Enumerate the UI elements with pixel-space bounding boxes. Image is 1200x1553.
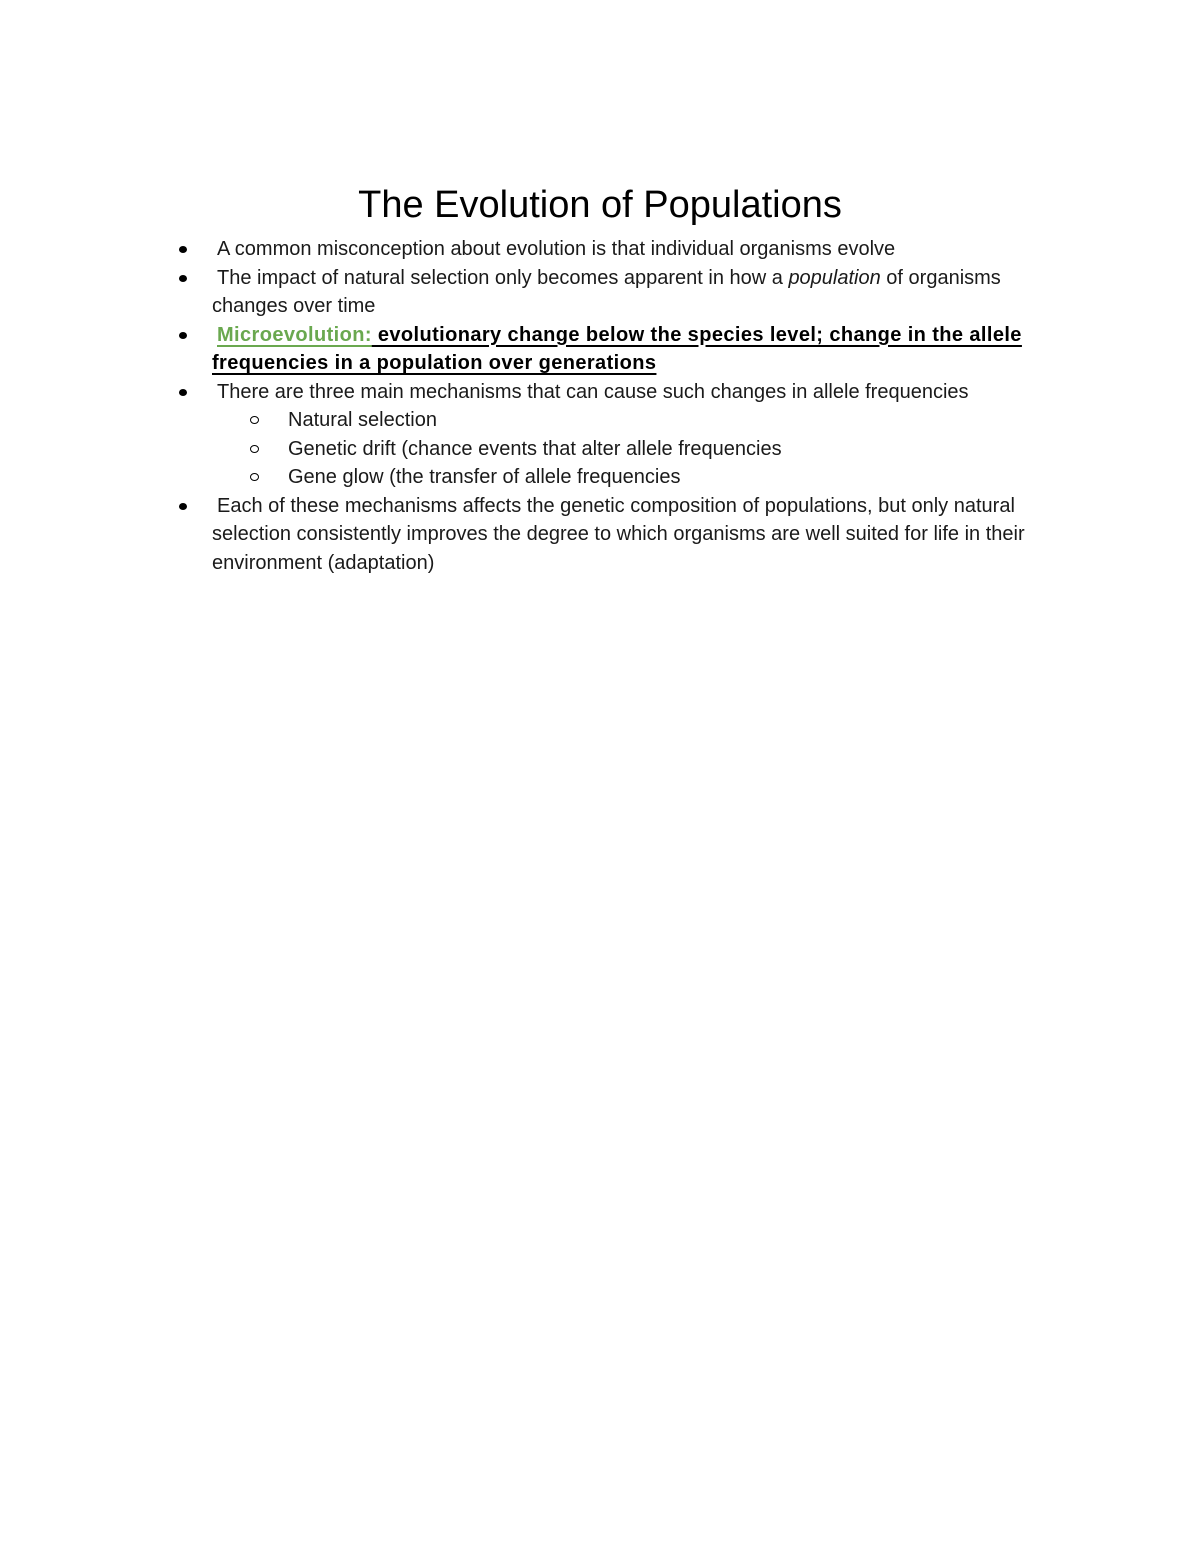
bullet-dot-icon	[179, 275, 187, 282]
bullet-text: There are three main mechanisms that can cause such changes in allele frequencies	[217, 380, 969, 403]
sub-bullet-circle-icon	[250, 473, 259, 481]
page-title: The Evolution of Populations	[358, 184, 842, 226]
sub-item-natural-selection	[212, 406, 1068, 435]
bullet-text: Each of these mechanisms affects the genetic composition of populations, but only natural selection consistently improves the degree to which organisms are well suited for life in their environment (adaptation)	[212, 494, 1025, 574]
bullet-dot-icon	[179, 246, 187, 253]
sub-bullet-circle-icon	[250, 416, 259, 424]
bullet-item-natural-selection-population	[0, 264, 1068, 321]
definition-microevolution: evolutionary change below the species level; change in the allele frequencies in a population over generations	[212, 323, 1022, 374]
bullet-list	[0, 235, 1200, 577]
emphasis-population: population	[788, 266, 881, 289]
bullet-dot-icon	[179, 332, 187, 339]
definition-line	[212, 324, 1022, 375]
bullet-item-adaptation	[0, 492, 1068, 578]
sub-bullet-list	[212, 406, 1068, 492]
sub-item-genetic-drift	[212, 435, 1068, 464]
bullet-item-microevolution	[0, 321, 1068, 378]
bullet-text-before: The impact of natural selection only becomes apparent in how a	[217, 266, 789, 289]
sub-item-text: Gene glow (the transfer of allele frequencies	[288, 466, 681, 488]
bullet-dot-icon	[179, 389, 187, 396]
sub-item-text: Natural selection	[288, 409, 437, 431]
sub-item-text: Genetic drift (chance events that alter allele frequencies	[288, 437, 782, 460]
bullet-text: A common misconception about evolution is that individual organisms evolve	[217, 238, 896, 260]
term-microevolution: Microevolution:	[217, 323, 372, 346]
sub-item-gene-flow	[212, 463, 1068, 492]
bullet-item-misconception	[0, 235, 1068, 264]
bullet-item-mechanisms	[0, 378, 1068, 492]
sub-bullet-circle-icon	[250, 445, 259, 453]
bullet-text-after: of organisms changes over time	[212, 266, 1001, 317]
bullet-dot-icon	[179, 503, 187, 510]
